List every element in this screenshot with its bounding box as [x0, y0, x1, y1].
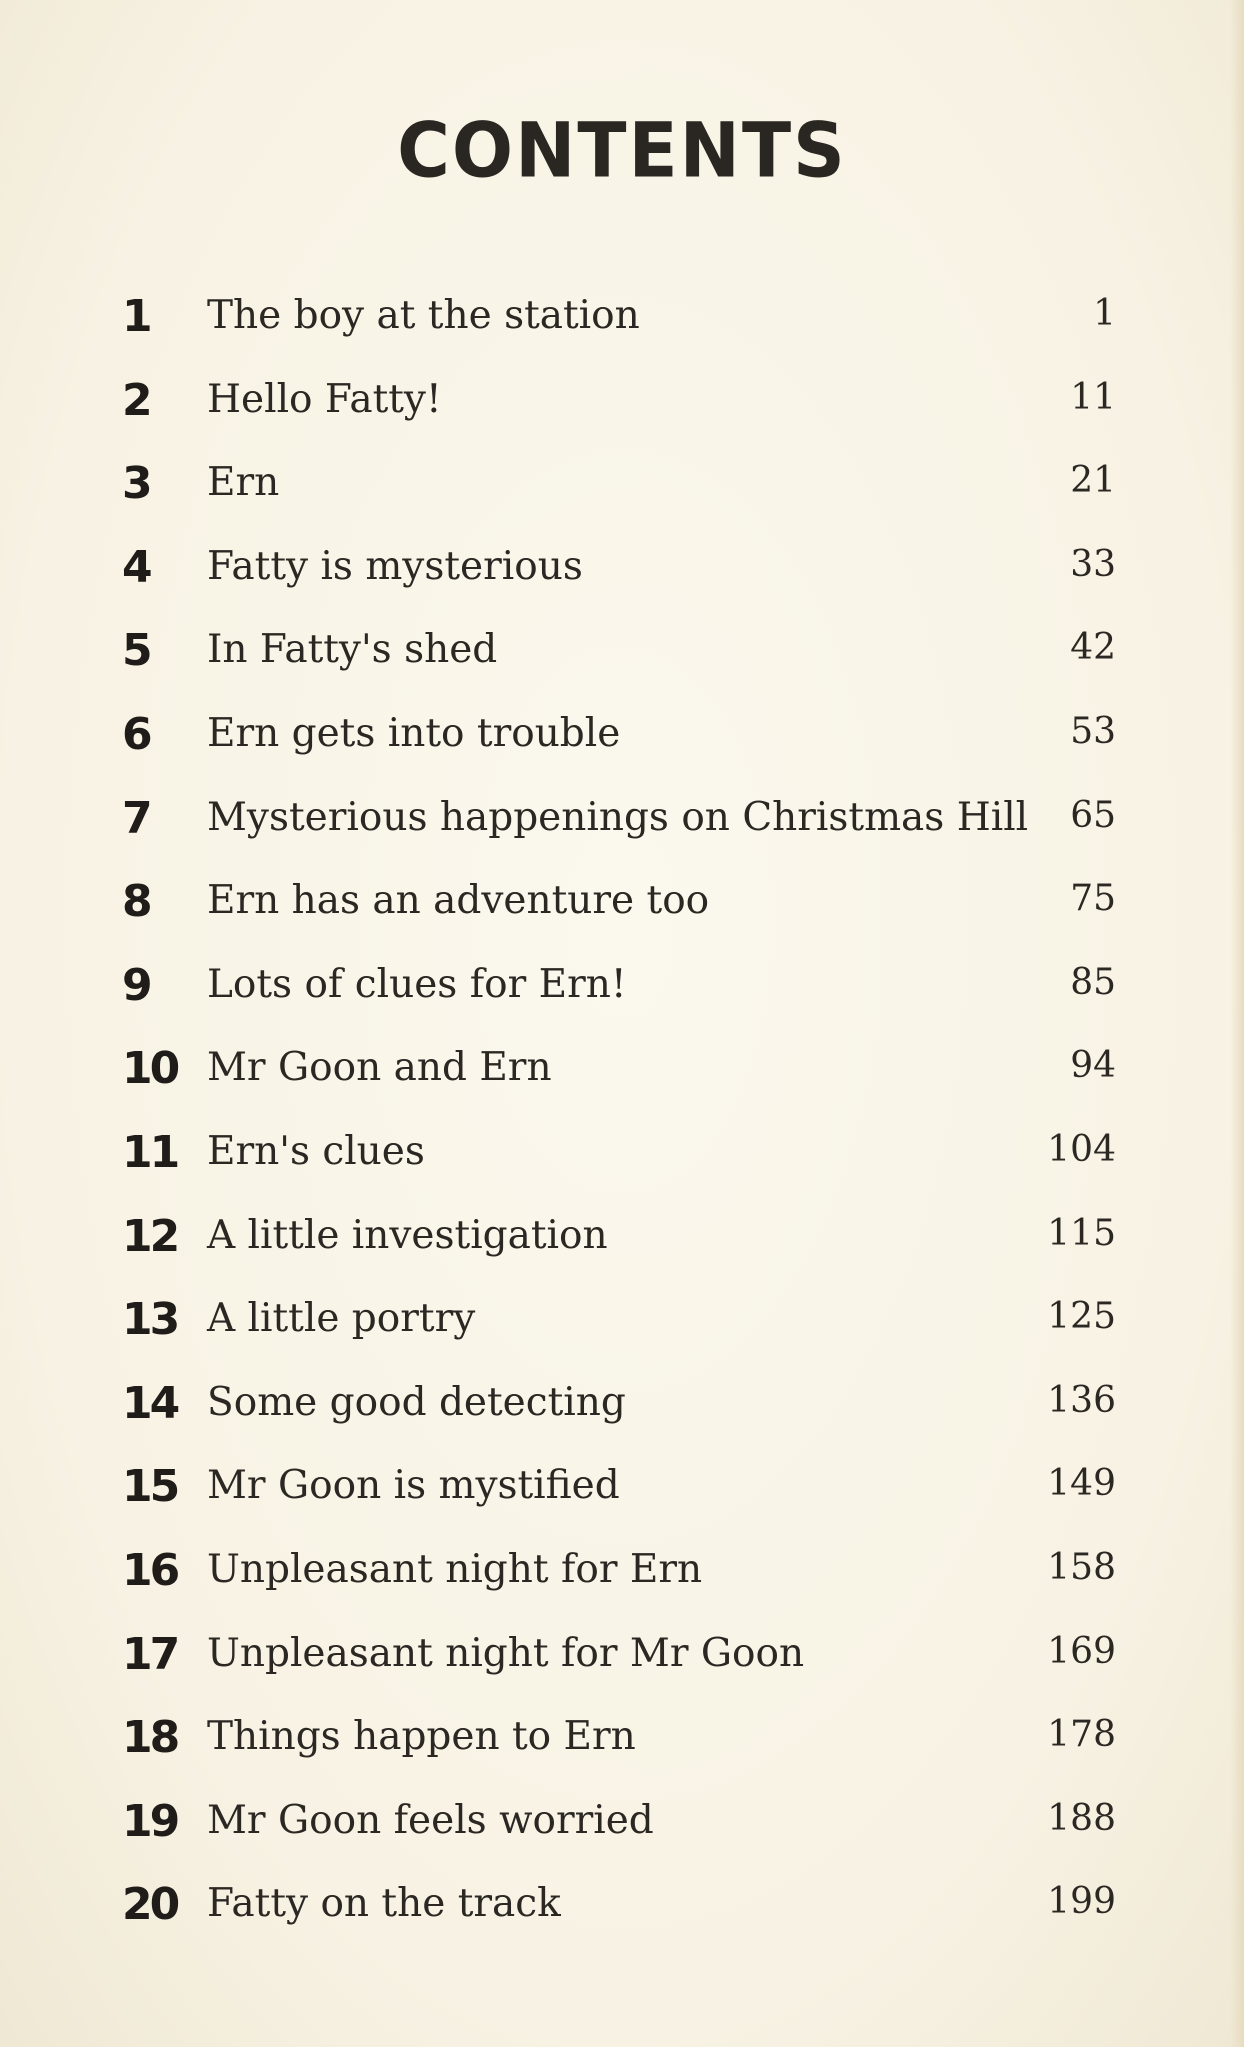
chapter-number: 15 [122, 1461, 178, 1513]
chapter-number: 18 [122, 1712, 178, 1764]
chapter-number: 2 [122, 374, 150, 426]
chapter-number: 14 [122, 1377, 178, 1429]
toc-row [0, 1286, 1244, 1370]
chapter-number: 7 [122, 792, 150, 844]
chapter-page: 53 [1070, 710, 1116, 752]
toc-row [0, 283, 1244, 367]
toc-row [0, 952, 1244, 1036]
chapter-number: 8 [122, 876, 150, 928]
chapter-page: 65 [1070, 794, 1116, 836]
chapter-page: 21 [1070, 460, 1116, 502]
chapter-page: 94 [1070, 1045, 1116, 1087]
chapter-number: 11 [122, 1126, 178, 1178]
chapter-page: 11 [1070, 376, 1116, 418]
table-of-contents [0, 283, 1244, 1955]
chapter-title: Ern's clues [207, 1128, 425, 1174]
chapter-title: Ern [207, 460, 280, 506]
chapter-number: 10 [122, 1043, 178, 1095]
chapter-page: 136 [1047, 1379, 1116, 1421]
chapter-title: Fatty on the track [207, 1881, 561, 1927]
toc-row [0, 1203, 1244, 1287]
toc-row [0, 1035, 1244, 1119]
toc-row [0, 450, 1244, 534]
page-title: CONTENTS [397, 105, 847, 195]
chapter-number: 4 [122, 541, 150, 593]
chapter-title: The boy at the station [207, 293, 640, 338]
toc-row [0, 1621, 1244, 1705]
toc-row [0, 701, 1244, 785]
chapter-page: 85 [1070, 961, 1116, 1003]
toc-row [0, 367, 1244, 451]
chapter-page: 75 [1070, 878, 1116, 920]
chapter-title: Unpleasant night for Mr Goon [207, 1630, 805, 1676]
chapter-number: 20 [122, 1879, 178, 1931]
chapter-number: 12 [122, 1210, 178, 1262]
chapter-title: Mr Goon is mystified [207, 1463, 620, 1509]
toc-row [0, 785, 1244, 869]
chapter-number: 5 [122, 625, 150, 677]
toc-row [0, 1788, 1244, 1872]
chapter-title: Lots of clues for Ern! [207, 961, 627, 1007]
chapter-title: Ern has an adventure too [207, 878, 710, 924]
chapter-title: Mr Goon feels worried [207, 1797, 654, 1843]
toc-row [0, 534, 1244, 618]
chapter-page: 188 [1047, 1797, 1116, 1839]
toc-row [0, 868, 1244, 952]
chapter-page: 169 [1047, 1630, 1116, 1672]
chapter-title: Some good detecting [207, 1379, 626, 1425]
chapter-number: 1 [122, 291, 150, 342]
chapter-number: 13 [122, 1294, 178, 1346]
chapter-title: A little investigation [207, 1212, 608, 1258]
chapter-title: Ern gets into trouble [207, 710, 621, 756]
chapter-page: 1 [1093, 293, 1116, 334]
toc-row [0, 1704, 1244, 1788]
toc-row [0, 617, 1244, 701]
toc-row [0, 1453, 1244, 1537]
chapter-number: 19 [122, 1795, 178, 1847]
chapter-title: Things happen to Ern [207, 1714, 636, 1760]
toc-row [0, 1370, 1244, 1454]
chapter-title: A little portry [207, 1296, 476, 1342]
chapter-title: In Fatty's shed [207, 627, 498, 673]
chapter-page: 104 [1047, 1128, 1116, 1170]
chapter-page: 33 [1070, 543, 1116, 585]
chapter-number: 9 [122, 959, 150, 1011]
chapter-page: 115 [1047, 1212, 1116, 1254]
chapter-page: 178 [1047, 1714, 1116, 1756]
chapter-page: 125 [1047, 1296, 1116, 1338]
chapter-title: Mr Goon and Ern [207, 1045, 552, 1091]
chapter-title: Hello Fatty! [207, 376, 442, 422]
toc-row [0, 1537, 1244, 1621]
chapter-title: Unpleasant night for Ern [207, 1546, 703, 1592]
chapter-page: 158 [1047, 1546, 1116, 1588]
chapter-title: Mysterious happenings on Christmas Hill [207, 794, 1029, 840]
chapter-number: 16 [122, 1544, 178, 1596]
toc-row [0, 1119, 1244, 1203]
chapter-number: 3 [122, 458, 150, 510]
chapter-number: 17 [122, 1628, 178, 1680]
chapter-page: 149 [1047, 1463, 1116, 1505]
chapter-number: 6 [122, 708, 150, 760]
toc-row [0, 1871, 1244, 1955]
chapter-title: Fatty is mysterious [207, 543, 583, 589]
chapter-page: 199 [1047, 1881, 1116, 1923]
chapter-page: 42 [1070, 627, 1116, 669]
